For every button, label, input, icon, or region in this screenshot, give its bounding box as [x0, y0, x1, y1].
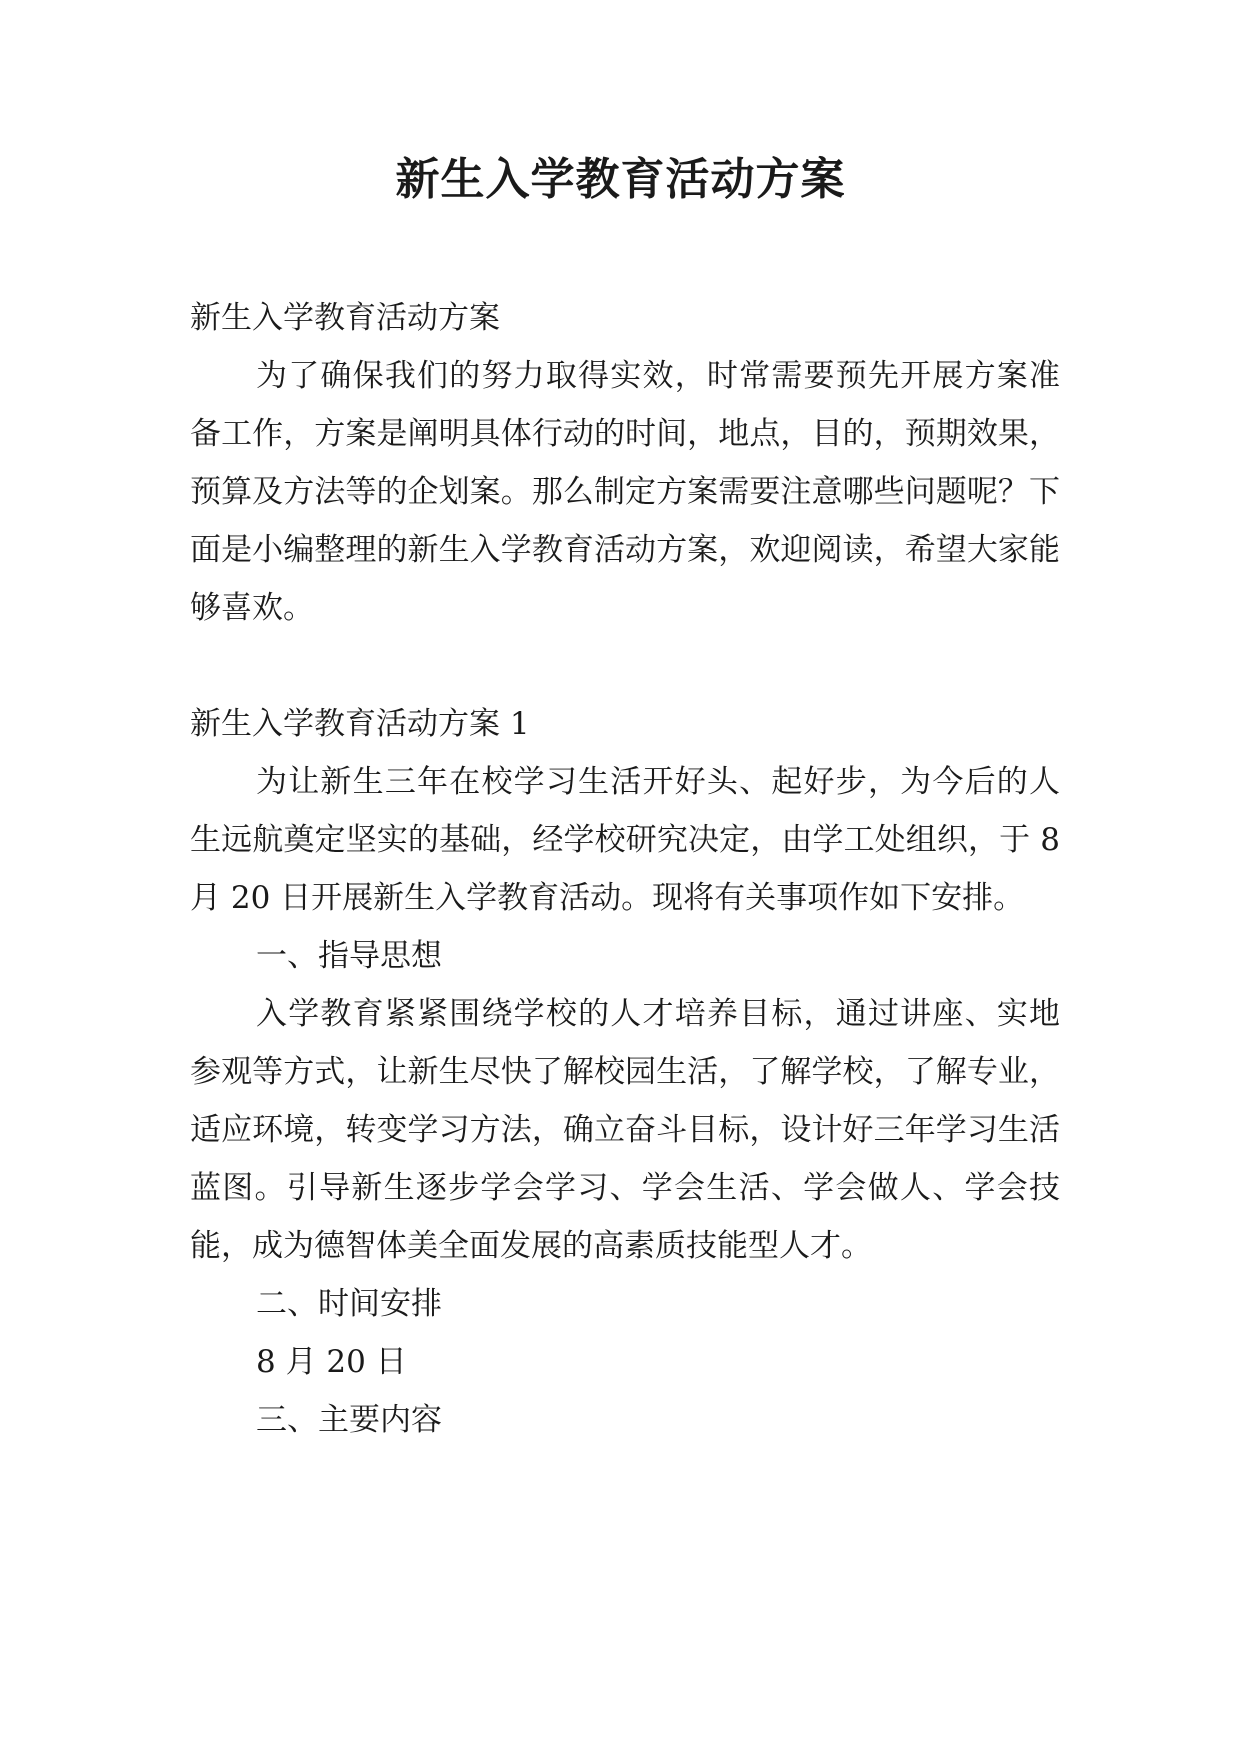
heading-guiding-principle: 一、指导思想 — [256, 938, 442, 974]
document-title: 新生入学教育活动方案 — [395, 154, 846, 205]
schedule-date: 8 月 20 日 — [256, 1344, 407, 1380]
heading-schedule: 二、时间安排 — [256, 1286, 442, 1322]
section-intro-paragraph: 为让新生三年在校学习生活开好头、起好步，为今后的人生远航奠定坚实的基础，经学校研究决定，由学工处组织，于 8 月 20 日开展新生入学教育活动。现将有关事项作如下安排。 — [190, 764, 1060, 916]
paragraph-spacer — [190, 637, 1060, 695]
subtitle: 新生入学教育活动方案 — [190, 300, 500, 336]
document-body — [190, 289, 1060, 1449]
heading-main-content: 三、主要内容 — [256, 1402, 442, 1438]
intro-paragraph: 为了确保我们的努力取得实效，时常需要预先开展方案准备工作，方案是阐明具体行动的时间，地点，目的，预期效果，预算及方法等的企划案。那么制定方案需要注意哪些问题呢？下面是小编整理的新生入学教育活动方案，欢迎阅读，希望大家能够喜欢。 — [190, 358, 1060, 626]
guiding-principle-paragraph: 入学教育紧紧围绕学校的人才培养目标，通过讲座、实地参观等方式，让新生尽快了解校园生活，了解学校，了解专业，适应环境，转变学习方法，确立奋斗目标，设计好三年学习生活蓝图。引导新生逐步学会学习、学会生活、学会做人、学会技能，成为德智体美全面发展的高素质技能型人才。 — [190, 996, 1060, 1264]
section-heading: 新生入学教育活动方案 1 — [190, 706, 530, 742]
